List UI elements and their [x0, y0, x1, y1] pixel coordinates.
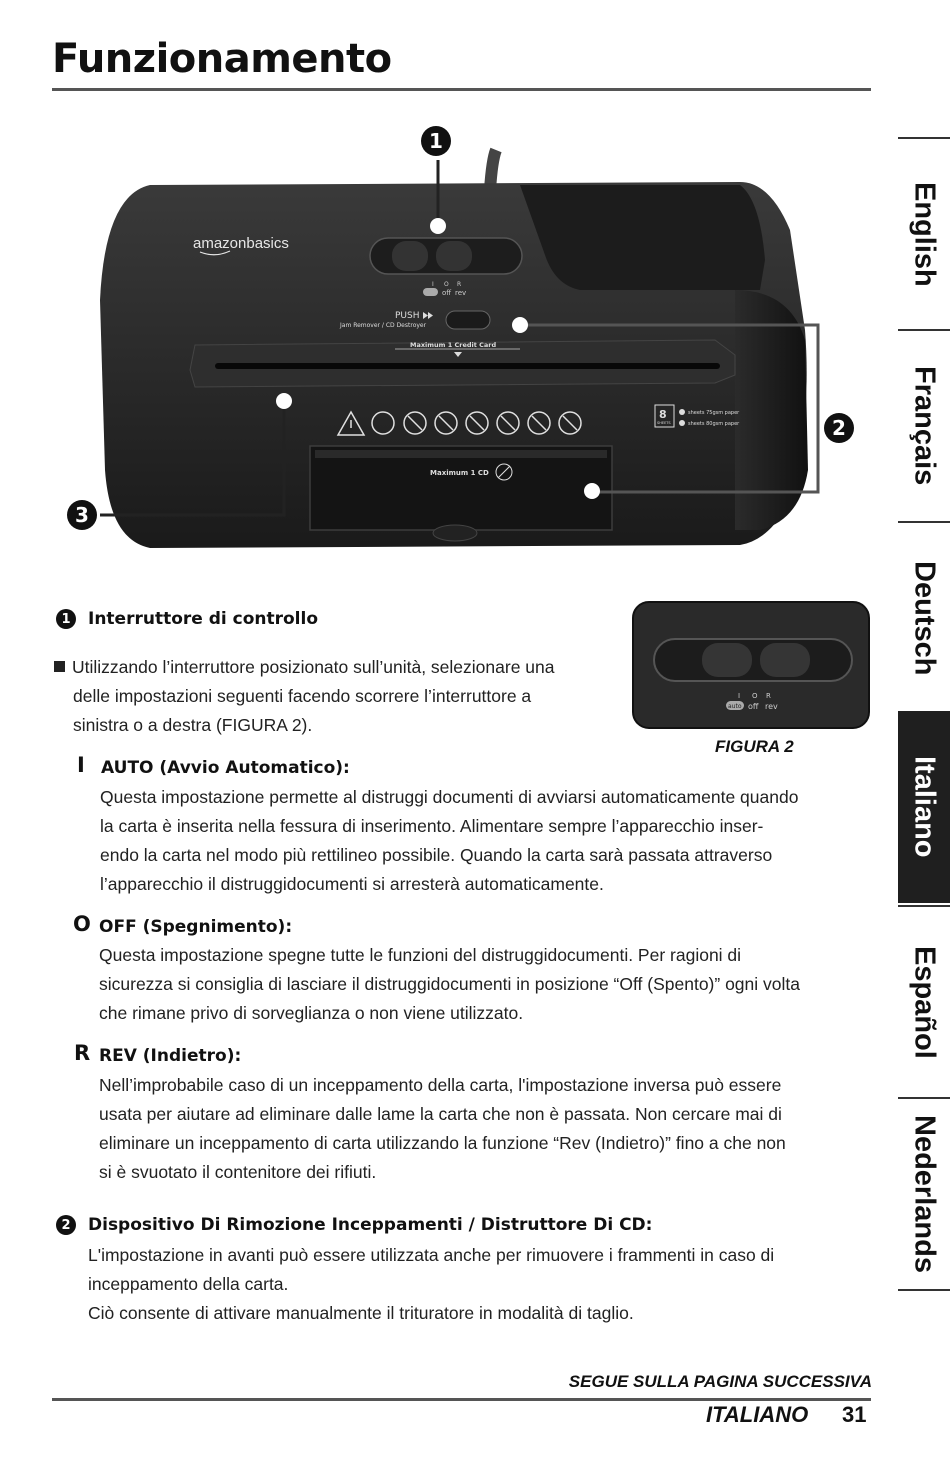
cd-label: Maximum 1 CD	[430, 469, 489, 477]
page-number: 31	[842, 1402, 867, 1427]
mode-text-rev	[99, 1071, 879, 1187]
push-label: PUSH	[395, 311, 420, 321]
lang-label: Deutsch	[908, 560, 941, 676]
mode-line: che rimane privo di sorveglianza o non viene utilizzato.	[99, 1003, 524, 1023]
switch-label-rev: rev	[455, 289, 467, 297]
callout-1: 1	[421, 126, 451, 156]
switch-label-off: off	[442, 289, 452, 297]
section1-heading: Interruttore di controllo	[88, 609, 319, 629]
callout-3: 3	[67, 500, 97, 530]
footer-language: ITALIANO	[706, 1402, 809, 1427]
mode-letter-o: O	[73, 912, 91, 936]
intro-line: delle impostazioni seguenti facendo scorrere l’interruttore a	[73, 686, 532, 706]
continue-note: SEGUE SULLA PAGINA SUCCESSIVA	[568, 1372, 872, 1391]
switch-label-i: I	[432, 281, 434, 288]
sheets-word: SHEETS	[657, 421, 671, 425]
section2-line: Ciò consente di attivare manualmente il trituratore in modalità di taglio.	[88, 1303, 634, 1323]
mode-line: l’apparecchio il distruggidocumenti si arresterà automaticamente.	[100, 874, 604, 894]
mode-heading-auto: AUTO (Avvio Automatico):	[101, 758, 350, 778]
lang-label: Nederlands	[908, 1115, 941, 1273]
mode-line: Questa impostazione spegne tutte le funzioni del distruggidocumenti. Per ragioni di	[99, 945, 742, 965]
page-title: Funzionamento	[52, 36, 392, 82]
lang-tab-nederlands[interactable]	[898, 1097, 950, 1291]
slot-label: Maximum 1 Credit Card	[410, 341, 497, 349]
figure2-switch-closeup	[632, 601, 870, 729]
mode-line: eliminare un inceppamento di carta utilizzando la funzione “Rev (Indietro)” fino a che non	[99, 1133, 786, 1153]
lang-tab-deutsch[interactable]	[898, 521, 950, 713]
shredder-illustration	[0, 100, 890, 570]
mode-heading-off: OFF (Spegnimento):	[99, 917, 293, 937]
lang-label: Español	[908, 945, 941, 1059]
fig2-label-i: I	[738, 692, 741, 700]
lang-tab-italiano[interactable]	[898, 711, 950, 903]
lang-label: English	[908, 181, 941, 287]
fig2-label-r: R	[766, 692, 771, 700]
section2-line: L'impostazione in avanti può essere utilizzata anche per rimuovere i frammenti in caso di	[88, 1245, 775, 1265]
sheets-line-1: sheets 75gsm paper	[688, 410, 740, 416]
lang-tab-english[interactable]	[898, 137, 950, 329]
mode-line: Nell’improbabile caso di un inceppamento della carta, l'impostazione inversa può essere	[99, 1075, 782, 1095]
mode-line: si è svuotato il contenitore dei rifiuti.	[99, 1162, 377, 1182]
fig2-label-rev: rev	[765, 702, 778, 711]
mode-line: usata per aiutare ad eliminare dalle lame la carta che non è passata. Non cercare mai di	[99, 1104, 782, 1124]
section2-line: inceppamento della carta.	[88, 1274, 289, 1294]
intro-line: Utilizzando l’interruttore posizionato sull’unità, selezionare una	[72, 657, 555, 677]
section2-heading: Dispositivo Di Rimozione Inceppamenti / Distruttore Di CD:	[88, 1215, 653, 1235]
bullet-square	[54, 661, 65, 672]
fig2-label-o: O	[752, 692, 758, 700]
section2-text	[88, 1241, 878, 1328]
mode-heading-rev: REV (Indietro):	[99, 1046, 242, 1066]
footer-rule	[52, 1398, 871, 1401]
lang-tab-francais[interactable]	[898, 329, 950, 521]
sheets-line-2: sheets 80gsm paper	[688, 421, 740, 427]
mode-line: endo la carta nel modo più rettilineo possibile. Quando la carta sarà passata attraverso	[100, 845, 773, 865]
mode-text-off	[99, 941, 879, 1028]
mode-line: sicurezza si consiglia di lasciare il distruggidocumenti in posizione “Off (Spento)” ogni volta	[99, 974, 800, 994]
mode-line: Questa impostazione permette al distruggi documenti di avviarsi automaticamente quando	[100, 787, 799, 807]
lang-label: Français	[908, 366, 941, 486]
lang-label: Italiano	[908, 756, 941, 858]
mode-letter-r: R	[74, 1041, 91, 1065]
brand-logo: amazonbasics	[193, 235, 289, 252]
mode-line: la carta è inserita nella fessura di inserimento. Alimentare sempre l’apparecchio inser-	[100, 816, 764, 836]
fig2-label-auto: auto	[728, 703, 742, 710]
callout-2: 2	[824, 413, 854, 443]
push-sublabel: Jam Remover / CD Destroyer	[340, 322, 427, 329]
mode-text-auto	[100, 783, 880, 899]
section2-number: 2	[56, 1215, 76, 1235]
lang-tab-espanol[interactable]	[898, 905, 950, 1097]
section1-intro	[73, 653, 613, 740]
figure2-caption: FIGURA 2	[715, 737, 794, 756]
switch-label-o: O	[444, 281, 449, 288]
mode-letter-i: I	[77, 753, 85, 777]
sheets-count: 8	[659, 408, 667, 421]
fig2-label-off: off	[748, 702, 759, 711]
title-rule	[52, 88, 871, 91]
switch-label-r: R	[457, 281, 462, 288]
intro-line: sinistra o a destra (FIGURA 2).	[73, 715, 313, 735]
section1-number: 1	[56, 609, 76, 629]
